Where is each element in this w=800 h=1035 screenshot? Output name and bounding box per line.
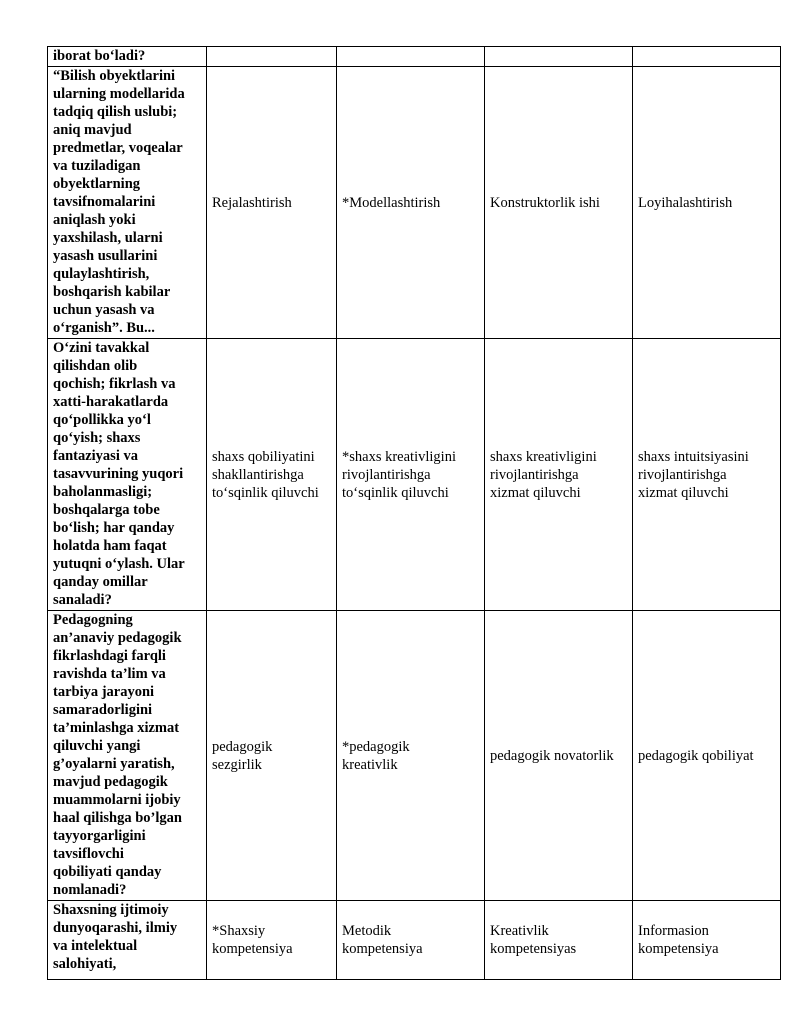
table-row [48,339,781,611]
question-text: Pedagogning an’anaviy pedagogik fikrlashdagi farqli ravishda ta’lim va tarbiya jarayoni samaradorligini ta’minlashga xizmat qiluvchi yangi g’oyalarni yaratish, mavjud pedagogik muammolarni ijobiy haal qilishga bo’lgan tayyorgarligini tavsiflovchi qobiliyati qanday nomlanadi? [53,612,182,898]
question-cell [48,901,207,980]
option-c-text: Kreativlik kompetensiyas [490,923,577,957]
option-cell [633,901,781,980]
option-cell [337,47,485,67]
option-cell [337,67,485,339]
question-cell [48,47,207,67]
option-cell [633,611,781,901]
table-row [48,47,781,67]
option-c-text: Konstruktorlik ishi [490,194,600,211]
option-cell [485,47,633,67]
option-a-text: *Shaxsiy kompetensiya [212,923,293,957]
option-d-text: shaxs intuitsiyasini rivojlantirishga xizmat qiluvchi [638,448,749,501]
option-a-text: Rejalashtirish [212,194,292,211]
option-d-text: Loyihalashtirish [638,194,733,211]
option-b-text: *Modellashtirish [342,194,441,211]
option-cell [633,339,781,611]
table-row [48,611,781,901]
option-cell [485,67,633,339]
question-table [47,46,781,980]
option-c-text: shaxs kreativligini rivojlantirishga xizmat qiluvchi [490,448,597,501]
option-b-text: *shaxs kreativligini rivojlantirishga to‘sqinlik qiluvchi [342,448,456,501]
option-cell [207,901,337,980]
question-text: “Bilish obyektlarini ularning modellarida tadqiq qilish uslubi; aniq mavjud predmetlar, voqealar va tuziladigan obyektlarning tavsifnomalarini aniqlash yoki yaxshilash, ularni yasash usullarini qulaylashtirish, boshqarish kabilar uchun yasash va o‘rganish”. Bu... [53,68,185,336]
option-cell [207,67,337,339]
option-a-text: shaxs qobiliyatini shakllantirishga to‘sqinlik qiluvchi [212,448,319,501]
question-cell [48,339,207,611]
option-cell [207,47,337,67]
question-text: O‘zini tavakkal qilishdan olib qochish; fikrlash va xatti-harakatlarda qo‘pollikka yo‘l qo‘yish; shaxs fantaziyasi va tasavvurining yuqori baholanmasligi; boshqalarga tobe bo‘lish; har qanday holatda ham faqat yutuqni o‘ylash. Ular qanday omillar sanaladi? [53,340,185,608]
option-cell [633,47,781,67]
question-cell [48,611,207,901]
option-cell [207,339,337,611]
option-b-text: Metodik kompetensiya [342,923,423,957]
option-a-text: pedagogik sezgirlik [212,738,273,773]
option-cell [485,339,633,611]
option-cell [337,611,485,901]
option-d-text: Informasion kompetensiya [638,923,719,957]
table-row [48,67,781,339]
option-cell [485,611,633,901]
question-cell [48,67,207,339]
option-cell [485,901,633,980]
question-text: Shaxsning ijtimoiy dunyoqarashi, ilmiy va intelektual salohiyati, [53,902,178,972]
table-row [48,901,781,980]
option-cell [633,67,781,339]
option-cell [337,339,485,611]
option-d-text: pedagogik qobiliyat [638,747,754,764]
option-c-text: pedagogik novatorlik [490,747,614,764]
option-b-text: *pedagogik kreativlik [342,738,410,773]
question-text: iborat bo‘ladi? [53,48,146,64]
option-cell [207,611,337,901]
option-cell [337,901,485,980]
